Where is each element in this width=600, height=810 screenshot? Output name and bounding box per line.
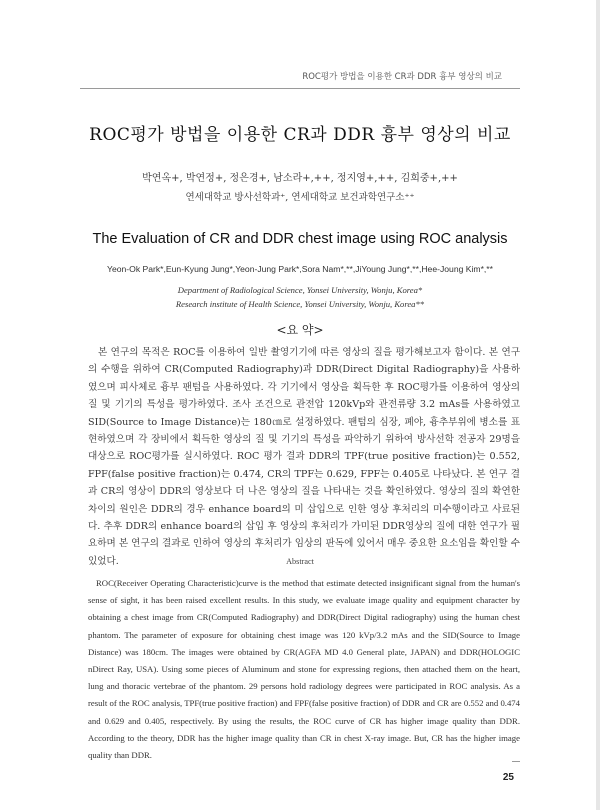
header-divider [80,88,520,89]
korean-authors: 박연옥+, 박연정+, 정은경+, 남소라+,++, 정지영+,++, 김희중+,++ [142,173,458,184]
english-affiliation-1: Department of Radiological Science, Yonsei University, Wonju, Korea* [177,285,423,295]
korean-title: ROC평가 방법을 이용한 CR과 DDR 흉부 영상의 비교 [89,125,511,145]
running-header: ROC평가 방법을 이용한 CR과 DDR 흉부 영상의 비교 [302,72,502,82]
korean-abstract-heading: <요 약> [276,323,324,337]
korean-affiliations: 연세대학교 방사선학과⁺, 연세대학교 보건과학연구소⁺⁺ [185,192,415,203]
english-abstract-body: ROC(Receiver Operating Characteristic)curve is the method that estimate detected insignificant signal from the human's sense of sight, it has been raised excellent results. In this study, we evaluate image quality and equipment character by obtaining a chest image from CR(Computed Radiography) and DDR(Direct Digital radiography) using the human chest phantom. The parameter of exposure for obtaining chest image was 120 kVp/3.2 mAs and the SID(Source to Image Distance) was 180cm. The images were obtained by CR(AGFA MD 4.0 General plate, JAPAN) and DDR(HOLOGIC nDirect Ray, USA). Using some pieces of Aluminum and stone for expressing regions, then attached them on the heart, lung and thoracic vertebrae of the phantom. 29 persons hold radiology degrees were participated in ROC analysis. As a result of the ROC analysis, TPF(true positive fraction) and FPF(false positive fraction) of DDR and CR are 0.552 and 0.474 and 0.629 and 0.405, respectively. By using the results, the ROC curve of CR has higher image quality than DDR. According to the theory, DDR has the higher image quality than CR in chest X-ray image. But, CR has the higher image quality than DDR. [88,578,520,761]
page-number: 25 [502,772,514,783]
english-authors: Yeon-Ok Park*,Eun-Kyung Jung*,Yeon-Jung Park*,Sora Nam*,**,JiYoung Jung*,**,Hee-Joung Kim*,** [107,264,493,274]
english-affiliation-2: Research institute of Health Science, Yonsei University, Wonju, Korea** [175,299,425,309]
english-title: The Evaluation of CR and DDR chest image using ROC analysis [92,231,508,247]
korean-abstract-body: 본 연구의 목적은 ROC를 이용하여 일반 촬영기기에 따른 영상의 질을 평가해보고자 함이다. 본 연구의 수행을 위하여 CR(Computed Radiography)과 DDR(Direct Digital Radiography)을 사용하였으며 피사체로 흉부 팬텀을 사용하였다. 각 기기에서 영상을 획득한 후 ROC평가를 이용하여 영상의 질 및 기기의 특성을 평가하였다. 조사 조건으로 관전압 120kVp와 관전류량 3.2 mAs를 사용하였고 SID(Source to Image Distance)는 180㎝로 설정하였다. 팬텀의 심장, 폐야, 흉추부위에 병소를 표현하였으며 각 장비에서 획득한 영상의 질 및 기기의 특성을 파악하기 위하여 방사선학 전공자 29명을 대상으로 ROC평가를 실시하였다. ROC 평가 결과 DDR의 TPF(true positive fraction)는 0.552, FPF(false positive fraction)는 0.474, CR의 TPF는 0.629, FPF는 0.405로 나타났다. 본 연구 결과 CR의 영상이 DDR의 영상보다 더 나은 영상의 질을 나타내는 것을 확인하였다. 영상의 질의 확연한 차이의 원인은 DDR의 경우 enhance board의 미 삽입으로 인한 영상 후처리의 미수행이라고 사료된다. 추후 DDR의 enhance board의 삽입 후 영상의 후처리가 가미된 DDR영상의 질에 대한 연구가 필요하며 본 연구의 결과로 인하여 영상의 후처리가 임상의 판독에 있어서 매우 중요한 요소임을 확인할 수 있었다. [88,347,520,567]
page-edge [596,0,600,810]
english-abstract-heading: Abstract [286,557,314,566]
footer-divider [512,761,520,762]
